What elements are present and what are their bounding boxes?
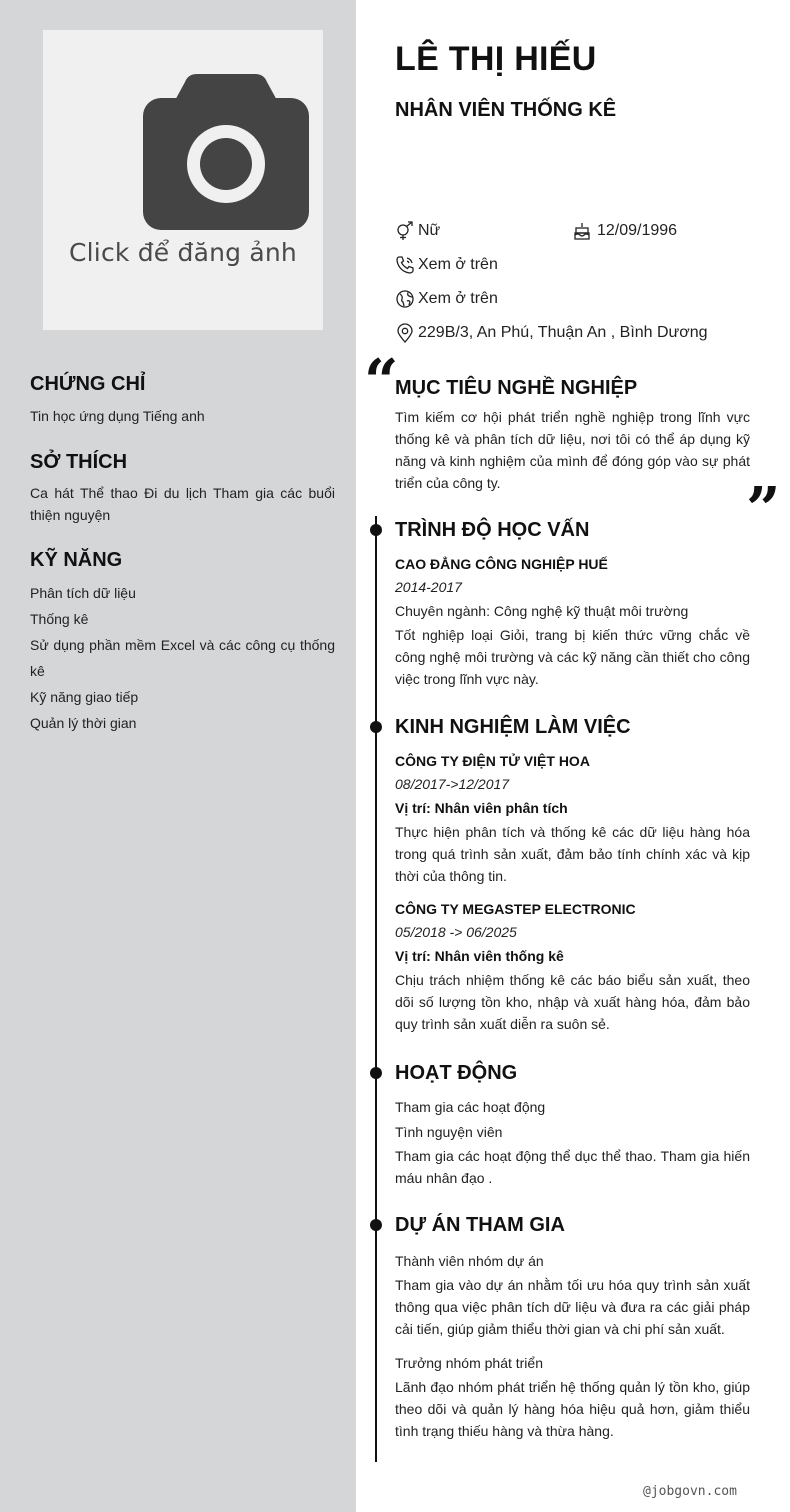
- education-heading: TRÌNH ĐỘ HỌC VẤN: [395, 519, 590, 541]
- experience-heading: KINH NGHIỆM LÀM VIỆC: [395, 716, 631, 738]
- sidebar: [0, 0, 356, 1512]
- job-company: CÔNG TY MEGASTEP ELECTRONIC: [395, 901, 636, 917]
- skill-item: Quản lý thời gian: [30, 715, 137, 731]
- project-item: [395, 1250, 750, 1340]
- birthday-cake-icon: [572, 221, 592, 241]
- location-pin-icon: [395, 323, 415, 343]
- school-name: CAO ĐẲNG CÔNG NGHIỆP HUẾ: [395, 556, 608, 572]
- education-section: [395, 553, 750, 690]
- skills-section: [30, 548, 335, 736]
- activities-section: [395, 1096, 750, 1189]
- job-description: Thực hiện phân tích và thống kê các dữ liệu hàng hóa trong quá trình sản xuất, đảm bảo tính chính xác và kịp thời của thông tin.: [395, 824, 750, 884]
- timeline-dot: [370, 524, 382, 536]
- certificates-section: [30, 372, 335, 427]
- job-period: 08/2017->12/2017: [395, 776, 510, 792]
- job-description: Chịu trách nhiệm thống kê các báo biểu sản xuất, theo dõi số lượng tồn kho, nhập và xuất hàng hóa, đảm bảo quy trình sản xuất diễn ra suôn sẻ.: [395, 972, 750, 1032]
- address-value: 229B/3, An Phú, Thuận An , Bình Dương: [418, 324, 708, 341]
- footer-watermark: @jobgovn.com: [643, 1484, 737, 1499]
- job-item: [395, 898, 750, 1035]
- skill-item: Thống kê: [30, 611, 89, 627]
- quote-open-icon: “: [364, 347, 399, 417]
- website-value: Xem ở trên: [418, 290, 498, 307]
- job-position: Vị trí: Nhân viên phân tích: [395, 800, 568, 816]
- projects-heading: DỰ ÁN THAM GIA: [395, 1214, 565, 1236]
- job-period: 05/2018 -> 06/2025: [395, 924, 517, 940]
- photo-upload[interactable]: [43, 30, 323, 330]
- project-description: Lãnh đạo nhóm phát triển hệ thống quản lý tồn kho, giúp theo dõi và quản lý hàng hóa hiệu quả hơn, giảm thiểu tình trạng thiếu hàng và thừa hàng.: [395, 1379, 750, 1439]
- address-field: [395, 323, 708, 343]
- skill-item: Sử dụng phần mềm Excel và các công cụ thống kê: [30, 637, 335, 679]
- activity-description: Tham gia các hoạt động thể dục thể thao. Tham gia hiến máu nhân đạo .: [395, 1148, 750, 1186]
- project-role: Trưởng nhóm phát triển: [395, 1355, 543, 1371]
- objective-text: Tìm kiếm cơ hội phát triển nghề nghiệp trong lĩnh vực thống kê và phân tích dữ liệu, nơi tôi có thể áp dụng kỹ năng và kinh nghiệm của mình để đóng góp vào sự phát triển của công ty.: [395, 409, 750, 491]
- certificates-text: Tin học ứng dụng Tiếng anh: [30, 408, 205, 424]
- phone-icon: [395, 255, 415, 275]
- birthday-field: [572, 221, 677, 241]
- hobbies-section: [30, 450, 335, 526]
- timeline-dot: [370, 1219, 382, 1231]
- camera-icon: [143, 74, 309, 230]
- gender-value: Nữ: [418, 222, 441, 239]
- education-period: 2014-2017: [395, 579, 462, 595]
- candidate-role: NHÂN VIÊN THỐNG KÊ: [395, 99, 617, 121]
- activity-line: Tham gia các hoạt động: [395, 1099, 546, 1115]
- job-item: [395, 750, 750, 887]
- birthday-value: 12/09/1996: [597, 222, 678, 239]
- timeline-dot: [370, 721, 382, 733]
- quote-close-icon: ”: [746, 475, 781, 545]
- timeline-line: [375, 516, 377, 1462]
- gender-field: [395, 221, 440, 241]
- phone-field: [395, 255, 498, 275]
- hobbies-text: Ca hát Thể thao Đi du lịch Tham gia các buổi thiện nguyện: [30, 485, 335, 523]
- globe-icon: [395, 289, 415, 309]
- timeline-dot: [370, 1067, 382, 1079]
- phone-value: Xem ở trên: [418, 256, 498, 273]
- certificates-heading: CHỨNG CHỈ: [30, 373, 146, 395]
- hobbies-heading: SỞ THÍCH: [30, 451, 128, 473]
- candidate-name: LÊ THỊ HIẾU: [395, 40, 597, 78]
- gender-icon: [395, 221, 415, 241]
- project-role: Thành viên nhóm dự án: [395, 1253, 544, 1269]
- website-field: [395, 289, 498, 309]
- skill-item: Phân tích dữ liệu: [30, 585, 136, 601]
- main-content: [356, 0, 790, 1512]
- project-item: [395, 1352, 750, 1442]
- photo-upload-label: Click để đăng ảnh: [69, 238, 297, 267]
- skill-item: Kỹ năng giao tiếp: [30, 689, 139, 705]
- job-position: Vị trí: Nhân viên thống kê: [395, 948, 564, 964]
- objective-section: [395, 406, 750, 494]
- education-major: Chuyên ngành: Công nghệ kỹ thuật môi trường: [395, 603, 689, 619]
- skills-heading: KỸ NĂNG: [30, 549, 123, 571]
- job-company: CÔNG TY ĐIỆN TỬ VIỆT HOA: [395, 753, 590, 769]
- activities-heading: HOẠT ĐỘNG: [395, 1062, 518, 1084]
- activity-line: Tình nguyện viên: [395, 1124, 503, 1140]
- education-description: Tốt nghiệp loại Giỏi, trang bị kiến thức vững chắc về công nghệ môi trường và các kỹ năng cần thiết cho công việc trong lĩnh vực này.: [395, 627, 750, 687]
- objective-heading: MỤC TIÊU NGHỀ NGHIỆP: [395, 377, 638, 399]
- project-description: Tham gia vào dự án nhằm tối ưu hóa quy trình sản xuất thông qua việc phân tích dữ liệu và đưa ra các giải pháp cải tiến, giúp giảm thiểu thời gian và chi phí sản xuất.: [395, 1277, 750, 1337]
